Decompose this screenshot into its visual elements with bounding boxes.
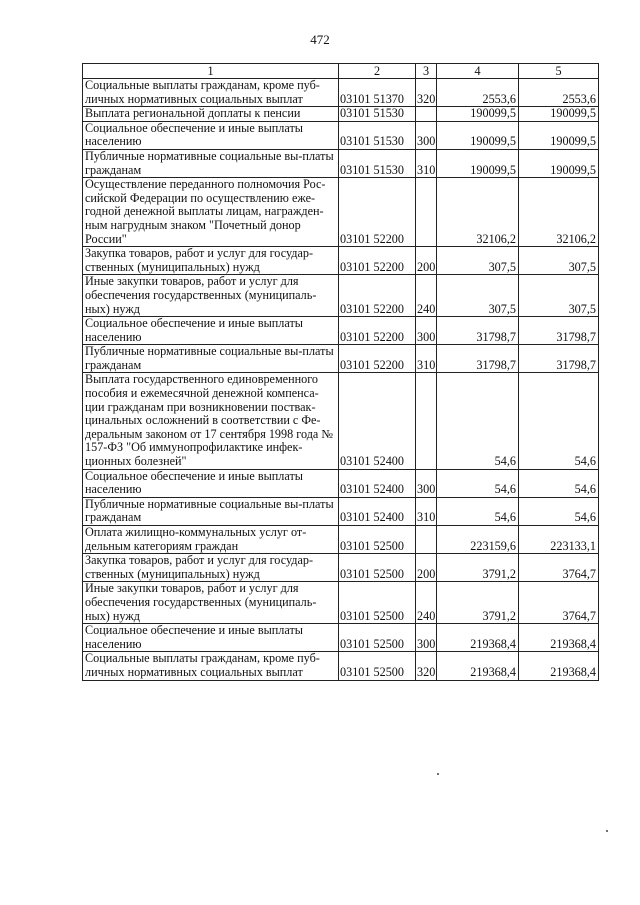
table-row xyxy=(83,373,599,469)
column-header-4: 4 xyxy=(437,64,519,79)
row-code-cell: 03101 52200 xyxy=(339,247,416,275)
row-type-cell: 200 xyxy=(416,554,437,582)
row-type-cell: 310 xyxy=(416,149,437,177)
column-header-3: 3 xyxy=(416,64,437,79)
row-value-4-cell: 3791,2 xyxy=(437,582,519,624)
row-name-cell: Социальные выплаты гражданам, кроме пуб-личных нормативных социальных выплат xyxy=(83,79,339,107)
row-type-cell: 320 xyxy=(416,652,437,680)
row-value-5-cell: 219368,4 xyxy=(519,652,599,680)
row-value-4-cell: 3791,2 xyxy=(437,554,519,582)
row-name-cell: Социальные выплаты гражданам, кроме пуб-личных нормативных социальных выплат xyxy=(83,652,339,680)
row-name-cell: Публичные нормативные социальные вы-платы гражданам xyxy=(83,345,339,373)
row-type-cell: 320 xyxy=(416,79,437,107)
row-value-5-cell: 190099,5 xyxy=(519,121,599,149)
row-value-5-cell: 54,6 xyxy=(519,469,599,497)
row-name-cell: Социальное обеспечение и иные выплаты населению xyxy=(83,469,339,497)
row-name-cell: Социальное обеспечение и иные выплаты населению xyxy=(83,121,339,149)
table-row xyxy=(83,345,599,373)
row-value-4-cell: 190099,5 xyxy=(437,121,519,149)
budget-table xyxy=(82,63,599,681)
row-value-5-cell: 3764,7 xyxy=(519,582,599,624)
row-code-cell: 03101 51530 xyxy=(339,107,416,122)
table-row xyxy=(83,497,599,525)
row-value-4-cell: 31798,7 xyxy=(437,345,519,373)
row-type-cell: 310 xyxy=(416,345,437,373)
scan-speck xyxy=(437,773,439,775)
row-type-cell xyxy=(416,178,437,247)
row-type-cell: 200 xyxy=(416,247,437,275)
row-type-cell xyxy=(416,526,437,554)
row-name-cell: Социальное обеспечение и иные выплаты населению xyxy=(83,317,339,345)
row-name-cell: Публичные нормативные социальные вы-платы гражданам xyxy=(83,497,339,525)
row-value-5-cell: 31798,7 xyxy=(519,317,599,345)
row-name-cell: Осуществление переданного полномочия Рос-сийской Федерации по осуществлению еже-годной денежной выплаты лицам, награжден-ным нагрудным знаком "Почетный донор России" xyxy=(83,178,339,247)
row-type-cell: 300 xyxy=(416,469,437,497)
row-name-cell: Публичные нормативные социальные вы-платы гражданам xyxy=(83,149,339,177)
row-code-cell: 03101 52200 xyxy=(339,317,416,345)
column-header-2: 2 xyxy=(339,64,416,79)
row-value-5-cell: 190099,5 xyxy=(519,149,599,177)
row-code-cell: 03101 51530 xyxy=(339,121,416,149)
row-value-4-cell: 32106,2 xyxy=(437,178,519,247)
table-row xyxy=(83,178,599,247)
row-type-cell: 300 xyxy=(416,317,437,345)
row-value-5-cell: 32106,2 xyxy=(519,178,599,247)
row-code-cell: 03101 51370 xyxy=(339,79,416,107)
row-value-5-cell: 3764,7 xyxy=(519,554,599,582)
row-value-4-cell: 190099,5 xyxy=(437,149,519,177)
row-code-cell: 03101 52500 xyxy=(339,652,416,680)
page-number: 472 xyxy=(310,32,330,47)
table-row xyxy=(83,149,599,177)
row-code-cell: 03101 52400 xyxy=(339,469,416,497)
row-value-4-cell: 54,6 xyxy=(437,497,519,525)
table-row xyxy=(83,121,599,149)
row-code-cell: 03101 52400 xyxy=(339,497,416,525)
row-value-5-cell: 223133,1 xyxy=(519,526,599,554)
column-header-5: 5 xyxy=(519,64,599,79)
row-type-cell: 300 xyxy=(416,121,437,149)
row-code-cell: 03101 51530 xyxy=(339,149,416,177)
row-value-5-cell: 54,6 xyxy=(519,373,599,469)
row-value-5-cell: 54,6 xyxy=(519,497,599,525)
table-row xyxy=(83,107,599,122)
table-row xyxy=(83,317,599,345)
row-code-cell: 03101 52200 xyxy=(339,178,416,247)
row-value-5-cell: 307,5 xyxy=(519,275,599,317)
table-row xyxy=(83,275,599,317)
row-type-cell xyxy=(416,107,437,122)
table-row xyxy=(83,247,599,275)
row-name-cell: Выплата региональной доплаты к пенсии xyxy=(83,107,339,122)
table-header-row xyxy=(83,64,599,79)
row-type-cell: 240 xyxy=(416,582,437,624)
row-value-5-cell: 307,5 xyxy=(519,247,599,275)
table-row xyxy=(83,624,599,652)
table-row xyxy=(83,554,599,582)
column-header-1: 1 xyxy=(83,64,339,79)
row-code-cell: 03101 52500 xyxy=(339,554,416,582)
row-value-5-cell: 31798,7 xyxy=(519,345,599,373)
row-value-5-cell: 190099,5 xyxy=(519,107,599,122)
row-value-4-cell: 54,6 xyxy=(437,469,519,497)
row-code-cell: 03101 52200 xyxy=(339,345,416,373)
table-row xyxy=(83,652,599,680)
row-name-cell: Оплата жилищно-коммунальных услуг от-дельным категориям граждан xyxy=(83,526,339,554)
row-type-cell: 310 xyxy=(416,497,437,525)
row-type-cell: 240 xyxy=(416,275,437,317)
row-type-cell xyxy=(416,373,437,469)
row-code-cell: 03101 52500 xyxy=(339,624,416,652)
row-code-cell: 03101 52200 xyxy=(339,275,416,317)
scan-speck xyxy=(606,830,608,832)
row-name-cell: Социальное обеспечение и иные выплаты населению xyxy=(83,624,339,652)
table-row xyxy=(83,469,599,497)
row-value-4-cell: 307,5 xyxy=(437,247,519,275)
row-name-cell: Иные закупки товаров, работ и услуг для обеспечения государственных (муниципаль-ных) нужд xyxy=(83,275,339,317)
row-code-cell: 03101 52500 xyxy=(339,526,416,554)
row-value-4-cell: 2553,6 xyxy=(437,79,519,107)
row-value-4-cell: 223159,6 xyxy=(437,526,519,554)
row-value-4-cell: 190099,5 xyxy=(437,107,519,122)
row-name-cell: Выплата государственного единовременного пособия и ежемесячной денежной компенса-ции гражданам при возникновении поствак-цинальных осложнений в соответствии с Фе-деральным законом от 17 сентября 1998 года № 157-ФЗ "Об иммунопрофилактике инфек-ционных болезней" xyxy=(83,373,339,469)
row-value-4-cell: 219368,4 xyxy=(437,624,519,652)
row-value-5-cell: 2553,6 xyxy=(519,79,599,107)
row-value-5-cell: 219368,4 xyxy=(519,624,599,652)
row-value-4-cell: 31798,7 xyxy=(437,317,519,345)
row-value-4-cell: 307,5 xyxy=(437,275,519,317)
row-code-cell: 03101 52500 xyxy=(339,582,416,624)
row-name-cell: Иные закупки товаров, работ и услуг для обеспечения государственных (муниципаль-ных) нужд xyxy=(83,582,339,624)
row-type-cell: 300 xyxy=(416,624,437,652)
table-row xyxy=(83,79,599,107)
table-body xyxy=(83,64,599,681)
row-value-4-cell: 54,6 xyxy=(437,373,519,469)
row-name-cell: Закупка товаров, работ и услуг для государ-ственных (муниципальных) нужд xyxy=(83,247,339,275)
table-row xyxy=(83,526,599,554)
row-value-4-cell: 219368,4 xyxy=(437,652,519,680)
table-row xyxy=(83,582,599,624)
row-name-cell: Закупка товаров, работ и услуг для государ-ственных (муниципальных) нужд xyxy=(83,554,339,582)
row-code-cell: 03101 52400 xyxy=(339,373,416,469)
